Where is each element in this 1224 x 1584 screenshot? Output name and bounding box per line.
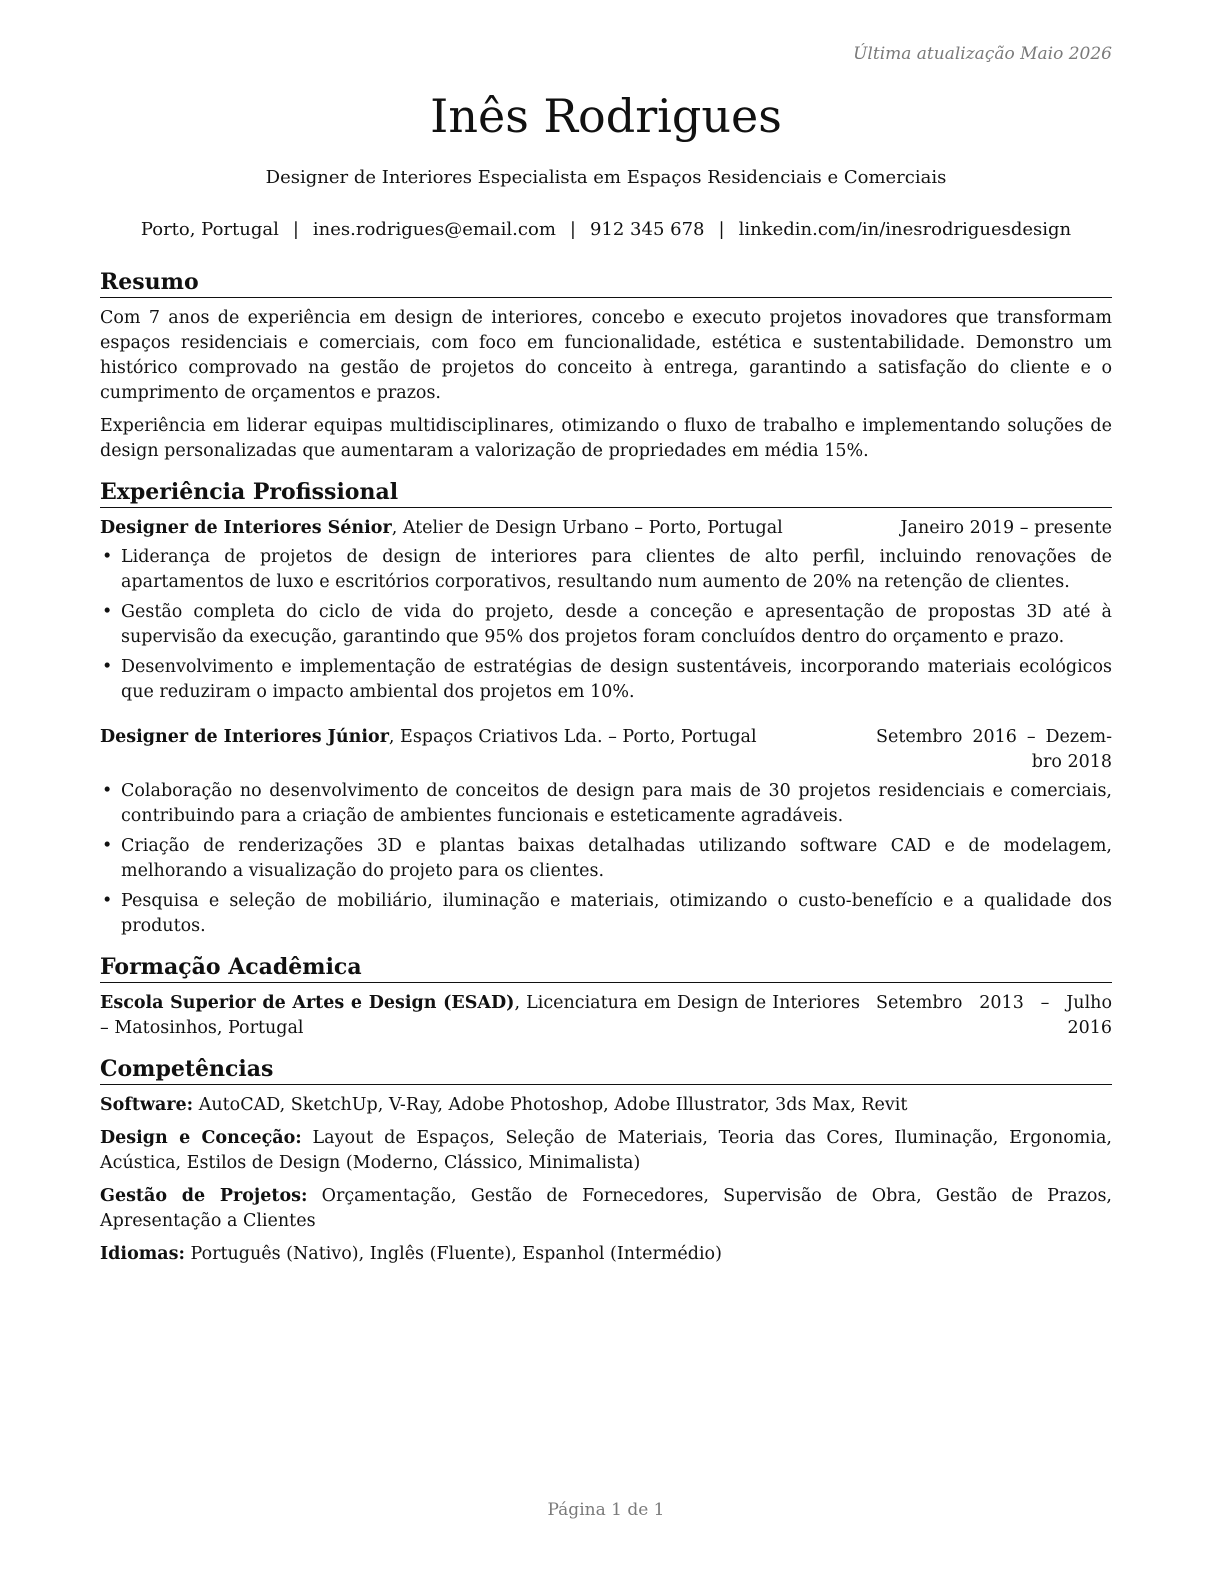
skill-label: Software: <box>100 1095 194 1115</box>
contact-separator: | <box>292 219 299 240</box>
education-detail: , Licenciatura em Design de Interiores – Matosinhos, Portugal <box>100 993 860 1038</box>
contact-email[interactable]: ines.rodrigues@email.com <box>312 219 556 240</box>
education-school: Escola Superior de Artes e Design (ESAD) <box>100 993 515 1013</box>
job-header <box>100 516 1112 541</box>
skill-label: Gestão de Projetos: <box>100 1186 308 1206</box>
job-header <box>100 725 1112 775</box>
contact-location: Porto, Portugal <box>140 219 279 240</box>
skill-row <box>100 1184 1112 1234</box>
contact-linkedin[interactable]: linkedin.com/in/inesrodriguesdesign <box>738 219 1072 240</box>
job-role: Designer de Interiores Sénior <box>100 518 392 538</box>
skill-label: Idiomas: <box>100 1244 185 1264</box>
job-bullets <box>100 545 1112 705</box>
resume-page <box>100 0 1112 1584</box>
job-company: , Espaços Criativos Lda. – Porto, Portugal <box>388 727 757 747</box>
job-dates: Setembro 2016 – Dezem-bro 2018 <box>876 727 1112 772</box>
education-dates: Setembro 2013 – Julho 2016 <box>876 993 1112 1038</box>
skill-value: Orçamentação, Gestão de Fornecedores, Supervisão de Obra, Gestão de Prazos, Apresentação a Clientes <box>100 1186 1112 1231</box>
page-number: Página 1 de 1 <box>547 1500 665 1520</box>
contact-phone: 912 345 678 <box>589 219 705 240</box>
skill-row <box>100 1126 1112 1176</box>
experience-section <box>100 478 1112 939</box>
list-item: • Liderança de projetos de design de interiores para clientes de alto perfil, incluindo renovações de apartamentos de luxo e escritórios corporativos, resultando num aumento de 20% na retenção de clientes. <box>100 545 1112 595</box>
summary-paragraph: Com 7 anos de experiência em design de interiores, concebo e executo projetos inovadores que transformam espaços residenciais e comerciais, com foco em funcionalidade, estética e sustentabilidade. Demonstro um histórico comprovado na gestão de projetos do conceito à entrega, garantindo a satisfação do cliente e o cumprimento de orçamentos e prazos. <box>100 308 1112 403</box>
list-item: • Criação de renderizações 3D e plantas baixas detalhadas utilizando software CAD e de modelagem, melhorando a visualização do projeto para os clientes. <box>100 834 1112 884</box>
contact-separator: | <box>718 219 725 240</box>
education-section <box>100 953 1112 1041</box>
list-item: • Colaboração no desenvolvimento de conceitos de design para mais de 30 projetos residenciais e comerciais, contribuindo para a criação de ambientes funcionais e esteticamente agradáveis. <box>100 779 1112 829</box>
contact-separator: | <box>569 219 576 240</box>
summary-paragraph: Experiência em liderar equipas multidisciplinares, otimizando o fluxo de trabalho e implementando soluções de design personalizadas que aumentaram a valorização de propriedades em média 15%. <box>100 416 1112 461</box>
list-item: • Pesquisa e seleção de mobiliário, iluminação e materiais, otimizando o custo-benefício e a qualidade dos produtos. <box>100 889 1112 939</box>
skills-section <box>100 1055 1112 1267</box>
job-role-company <box>100 516 901 541</box>
job-role: Designer de Interiores Júnior <box>100 727 389 747</box>
job-entry <box>100 725 1112 939</box>
job-company: , Atelier de Design Urbano – Porto, Portugal <box>391 518 783 538</box>
skill-value: Layout de Espaços, Seleção de Materiais, Teoria das Cores, Iluminação, Ergonomia, Acústica, Estilos de Design (Moderno, Clássico, Minimalista) <box>100 1128 1112 1173</box>
job-dates: Janeiro 2019 – presente <box>900 518 1112 538</box>
section-title-summary: Resumo <box>100 268 1112 298</box>
job-entry <box>100 516 1112 705</box>
section-title-education: Formação Acadêmica <box>100 953 1112 983</box>
education-entry <box>100 991 1112 1041</box>
headline: Designer de Interiores Especialista em Espaços Residenciais e Comerciais <box>265 167 947 188</box>
section-title-skills: Competências <box>100 1055 1112 1085</box>
skill-value: AutoCAD, SketchUp, V-Ray, Adobe Photoshop, Adobe Illustrator, 3ds Max, Revit <box>198 1095 908 1115</box>
candidate-name: Inês Rodrigues <box>430 89 782 143</box>
last-updated: Última atualização Maio 2026 <box>853 44 1112 64</box>
list-item: • Desenvolvimento e implementação de estratégias de design sustentáveis, incorporando materiais ecológicos que reduziram o impacto ambiental dos projetos em 10%. <box>100 655 1112 705</box>
list-item: • Gestão completa do ciclo de vida do projeto, desde a conceção e apresentação de propostas 3D até à supervisão da execução, garantindo que 95% dos projetos foram concluídos dentro do orçamento e prazo. <box>100 600 1112 650</box>
job-role-company <box>100 725 876 750</box>
summary-section <box>100 268 1112 464</box>
skill-row <box>100 1242 1112 1267</box>
skill-value: Português (Nativo), Inglês (Fluente), Espanhol (Intermédio) <box>190 1244 722 1264</box>
skill-label: Design e Conceção: <box>100 1128 302 1148</box>
resume-body <box>100 268 1112 1281</box>
skill-row <box>100 1093 1112 1118</box>
section-title-experience: Experiência Profissional <box>100 478 1112 508</box>
job-bullets <box>100 779 1112 939</box>
education-school-degree <box>100 991 876 1041</box>
contact-line <box>100 219 1112 240</box>
